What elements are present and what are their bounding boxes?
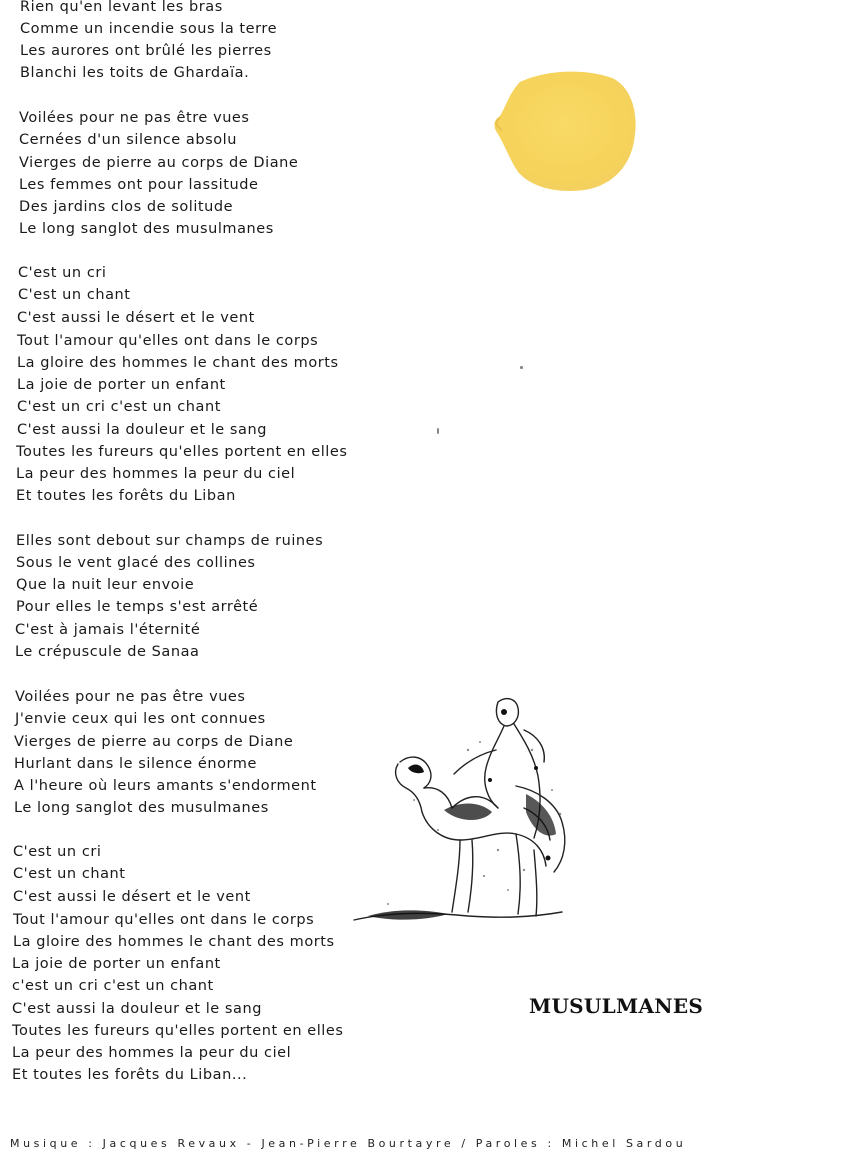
lyric-line: Tout l'amour qu'elles ont dans le corps — [17, 333, 319, 349]
lyric-line: C'est aussi le désert et le vent — [17, 310, 255, 326]
lyric-line: Cernées d'un silence absolu — [19, 132, 237, 148]
lyric-line: Les aurores ont brûlé les pierres — [20, 43, 272, 59]
lyric-line: La joie de porter un enfant — [12, 956, 221, 972]
lyric-line: A l'heure où leurs amants s'endorment — [14, 778, 317, 794]
lyric-line: C'est un chant — [13, 866, 126, 882]
lyric-line: Des jardins clos de solitude — [19, 199, 234, 215]
lyric-line: Blanchi les toits de Ghardaïa. — [20, 65, 250, 81]
lyric-line: c'est un cri c'est un chant — [12, 978, 214, 994]
ink-speck — [520, 366, 523, 369]
lyric-line: Que la nuit leur envoie — [16, 577, 195, 593]
lyric-line: C'est aussi la douleur et le sang — [12, 1001, 262, 1017]
camel-rider-sketch — [348, 690, 590, 940]
lyric-line: La gloire des hommes le chant des morts — [17, 355, 339, 371]
lyric-line: Voilées pour ne pas être vues — [15, 689, 246, 705]
lyric-line: C'est aussi le désert et le vent — [13, 889, 251, 905]
yellow-sun-painting — [490, 68, 638, 193]
lyric-line: Rien qu'en levant les bras — [20, 0, 223, 15]
lyric-line: Pour elles le temps s'est arrêté — [16, 599, 259, 615]
lyric-line: Toutes les fureurs qu'elles portent en elles — [12, 1023, 344, 1039]
lyric-line: Vierges de pierre au corps de Diane — [19, 155, 299, 171]
lyric-line: Et toutes les forêts du Liban... — [12, 1067, 248, 1083]
lyric-line: Toutes les fureurs qu'elles portent en elles — [16, 444, 348, 460]
lyric-line: C'est un cri — [18, 265, 107, 281]
lyric-line: Comme un incendie sous la terre — [20, 21, 278, 37]
lyric-line: C'est à jamais l'éternité — [15, 622, 201, 638]
lyric-line: Vierges de pierre au corps de Diane — [14, 734, 294, 750]
song-title: MUSULMANES — [529, 994, 704, 1018]
lyric-line: Tout l'amour qu'elles ont dans le corps — [13, 912, 315, 928]
credits-line: Musique : Jacques Revaux - Jean-Pierre Bourtayre / Paroles : Michel Sardou — [10, 1137, 687, 1150]
lyric-line: Et toutes les forêts du Liban — [16, 488, 236, 504]
lyric-line: Hurlant dans le silence énorme — [14, 756, 257, 772]
ink-speck — [437, 428, 439, 434]
lyric-line: Le long sanglot des musulmanes — [19, 221, 274, 237]
lyric-line: La joie de porter un enfant — [17, 377, 226, 393]
lyric-line: C'est aussi la douleur et le sang — [17, 422, 267, 438]
lyric-line: Elles sont debout sur champs de ruines — [16, 533, 324, 549]
lyric-line: Les femmes ont pour lassitude — [19, 177, 259, 193]
lyric-line: Voilées pour ne pas être vues — [19, 110, 250, 126]
lyric-line: C'est un chant — [18, 287, 131, 303]
lyric-line: Le long sanglot des musulmanes — [14, 800, 269, 816]
lyric-line: Sous le vent glacé des collines — [16, 555, 256, 571]
lyric-line: C'est un cri — [13, 844, 102, 860]
lyric-line: La gloire des hommes le chant des morts — [13, 934, 335, 950]
lyric-line: C'est un cri c'est un chant — [17, 399, 221, 415]
lyric-line: Le crépuscule de Sanaa — [15, 644, 200, 660]
lyric-line: J'envie ceux qui les ont connues — [15, 711, 266, 727]
lyric-line: La peur des hommes la peur du ciel — [16, 466, 296, 482]
lyric-line: La peur des hommes la peur du ciel — [12, 1045, 292, 1061]
